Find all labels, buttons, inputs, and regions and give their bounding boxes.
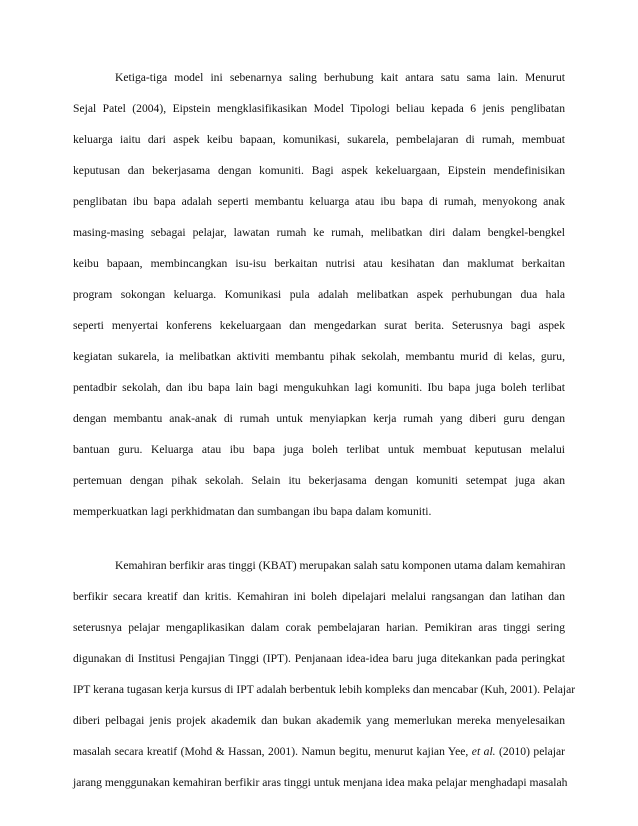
text-line: diberi pelbagai jenis projek akademik dan bukan akademik yang memerlukan mereka menyelesaikan — [73, 714, 565, 727]
et-al-italic: et al. — [471, 745, 496, 758]
text-line: program sokongan keluarga. Komunikasi pula adalah melibatkan aspek perhubungan dua hala — [73, 288, 565, 301]
text-line: keibu bapaan, membincangkan isu-isu berkaitan nutrisi atau kesihatan dan maklumat berkaitan — [73, 257, 565, 270]
text-line: keluarga iaitu dari aspek keibu bapaan, komunikasi, sukarela, pembelajaran di rumah, membuat — [73, 133, 565, 146]
text-line: seterusnya pelajar mengaplikasikan dalam corak pembelajaran harian. Pemikiran aras tinggi sering — [73, 621, 565, 634]
text-segment: (2010) pelajar — [499, 745, 565, 758]
text-line: penglibatan ibu bapa adalah seperti membantu keluarga atau ibu bapa di rumah, menyokong anak — [73, 195, 565, 208]
text-line — [73, 745, 565, 759]
text-line: pentadbir sekolah, dan ibu bapa lain bagi mengukuhkan lagi komuniti. Ibu bapa juga boleh terlibat — [73, 381, 565, 394]
text-line: memperkuatkan lagi perkhidmatan dan sumbangan ibu bapa dalam komuniti. — [73, 505, 432, 518]
text-line: digunakan di Institusi Pengajian Tinggi (IPT). Penjanaan idea-idea baru juga ditekankan pada peringkat — [73, 652, 565, 665]
text-line: Ketiga-tiga model ini sebenarnya saling berhubung kait antara satu sama lain. Menurut — [115, 71, 565, 84]
text-line: keputusan dan bekerjasama dengan komuniti. Bagi aspek kekeluargaan, Eipstein mendefinisikan — [73, 164, 565, 177]
text-line: Kemahiran berfikir aras tinggi (KBAT) merupakan salah satu komponen utama dalam kemahiran — [115, 559, 566, 572]
text-line: pertemuan dengan pihak sekolah. Selain itu bekerjasama dengan komuniti setempat juga akan — [73, 474, 565, 487]
text-segment: masalah secara kreatif (Mohd & Hassan, 2001). Namun begitu, menurut kajian Yee, — [73, 745, 469, 758]
text-line: bantuan guru. Keluarga atau ibu bapa juga boleh terlibat untuk membuat keputusan melalui — [73, 443, 565, 456]
text-line: Sejal Patel (2004), Eipstein mengklasifikasikan Model Tipologi beliau kepada 6 jenis penglibatan — [73, 102, 565, 115]
text-line: kegiatan sukarela, ia melibatkan aktiviti membantu pihak sekolah, membantu murid di kelas, guru, — [73, 350, 565, 363]
text-line: berfikir secara kreatif dan kritis. Kemahiran ini boleh dipelajari melalui rangsangan dan latihan dan — [73, 590, 565, 603]
text-line: masing-masing sebagai pelajar, lawatan rumah ke rumah, melibatkan diri dalam bengkel-bengkel — [73, 226, 565, 239]
text-line: dengan membantu anak-anak di rumah untuk menyiapkan kerja rumah yang diberi guru dengan — [73, 412, 565, 425]
text-line: IPT kerana tugasan kerja kursus di IPT adalah berbentuk lebih kompleks dan mencabar (Kuh, 2001). Pelajar — [73, 683, 576, 696]
text-line: jarang menggunakan kemahiran berfikir aras tinggi untuk menjana idea maka pelajar menghadapi masalah — [73, 776, 568, 789]
text-line: seperti menyertai konferens kekeluargaan dan mengedarkan surat berita. Seterusnya bagi aspek — [73, 319, 565, 332]
